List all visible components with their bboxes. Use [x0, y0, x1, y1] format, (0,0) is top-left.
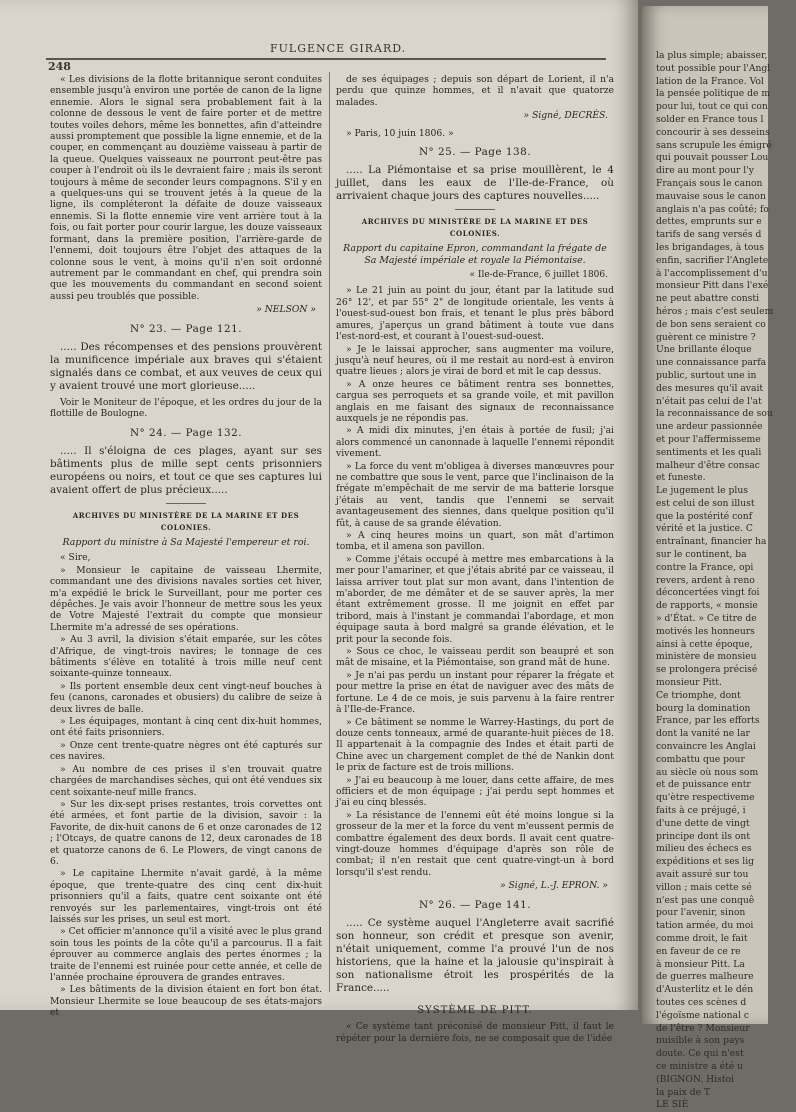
archive-heading: ARCHIVES DU MINISTÈRE DE LA MARINE ET DES COLONIES.	[361, 217, 589, 238]
paragraph: ..... Ce système auquel l'Angleterre avait sacrifié son honneur, son crédit et presque son avenir, n'était uniquement, comme l'a prouvé l'un de nos historiens, que la haine et la jalousie qu'inspirait à son nationalisme étroit les prospérités de la France.....	[336, 917, 614, 994]
divider	[455, 209, 495, 210]
next-page-line: concourir à ses desseins	[656, 126, 770, 138]
next-page-line: sur le continent, ba	[656, 549, 747, 561]
next-page-line: et funeste.	[656, 472, 706, 484]
paragraph: ..... Il s'éloigna de ces plages, ayant sur ses bâtiments plus de mille sept cents prisonniers européens ou noirs, et tout ce que ses captures lui avaient offert de plus précieux.....	[50, 445, 322, 497]
next-page-line: comme droit, le fait	[656, 932, 748, 944]
next-page-line: n'était pas celui de l'at	[656, 395, 762, 407]
next-page-line: milieu des échecs es	[656, 843, 752, 855]
next-page-line: qu'ètre respectiveme	[656, 792, 755, 804]
next-page-line: est celui de son illust	[656, 497, 755, 509]
paragraph: » Je le laissai approcher, sans augmenter ma voilure, jusqu'à neuf heures, où il me restait au nord-est à environ quatre lieues ; alors je virai de bord et mit le cap dessus.	[336, 343, 614, 378]
next-page-line: anglais n'a pas coûté; fo	[656, 203, 769, 215]
next-page-line: avait assuré sur tou	[656, 869, 749, 880]
next-page-line: tout possible pour l'Angl	[656, 62, 771, 74]
paragraph: » A onze heures ce bâtiment rentra ses bonnettes, cargua ses perroquets et sa grande voile, et mit pavillon anglais en me faisant des signaux de reconnaissance auxquels je ne répondis pas.	[336, 378, 614, 424]
next-page-line: guèrent ce ministre ?	[656, 331, 756, 343]
column-separator	[329, 72, 330, 992]
next-page-line: en faveur de ce re	[656, 945, 741, 957]
left-column	[50, 74, 322, 1019]
next-page-line: héros ; mais c'est seulem	[656, 305, 774, 317]
next-page-line: des mesures qu'il avait	[656, 382, 764, 394]
next-page-line: sentiments et les quali	[656, 446, 762, 458]
paragraph: » J'ai eu beaucoup à me louer, dans cette affaire, de mes officiers et de mon équipage ; j'ai perdu sept hommes et j'ai eu cinq blessés.	[336, 774, 614, 809]
divider	[166, 503, 206, 504]
next-page-line: » d'État. » Ce titre de	[656, 613, 757, 625]
signature: » Signé, L.-J. EPRON. »	[499, 880, 608, 892]
next-page-line: vérité et la justice. C	[656, 523, 753, 535]
next-page-line: France, par les efforts	[656, 715, 760, 727]
next-page-line: déconcertées vingt foi	[656, 587, 760, 599]
next-page-line: lation de la France. Vol	[656, 75, 764, 87]
paragraph: » Cet officier m'annonce qu'il a visité avec le plus grand soin tous les points de la côte qu'il a parcourus. Il a fait éprouver au commerce anglais des pertes énormes ; la traite de l'ennemi est ruinée pour cette année, et celle de l'année prochaine éprouvera de grandes entraves.	[50, 926, 322, 983]
next-page-line: Le jugement le plus	[656, 485, 748, 497]
next-page-line: solder en France tous l	[656, 113, 764, 125]
paragraph: » Comme j'étais occupé à mettre mes embarcations à la mer pour l'amariner, et que j'étais abrité par ce vaisseau, il laissa arriver tout plat sur mon avant, dans l'intention de m'aborder, de me démâter et de se sauver après, la mer étant extrêmement grosse. Il me joignit en effet par tribord, mais à l'instant je commandai l'abordage, et mon équipage sauta à bord malgré sa grande élévation, et le prit pour la seconde fois.	[336, 553, 614, 645]
report-title: Rapport du capitaine Epron, commandant la frégate de Sa Majesté impériale et royale la Piémontaise.	[343, 243, 607, 266]
paragraph: » Je n'ai pas perdu un instant pour réparer la frégate et pour mettre la prise en état de naviguer avec des mâts de fortune. Le 4 de ce mois, je suis parvenu à la faire rentrer à l'Ile-de-France.	[336, 669, 614, 716]
next-page-line: d'Austerlitz et le dén	[656, 984, 754, 996]
section-heading: N° 26. — Page 141.	[418, 898, 532, 911]
next-page-line: revers, ardent à reno	[656, 574, 755, 586]
next-page-line: l'égoïsme national c	[656, 1009, 749, 1021]
next-page-text	[656, 50, 796, 1112]
paragraph: « Les divisions de la flotte britannique seront conduites ensemble jusqu'à environ une portée de canon de la ligne ennemie. Alors le signal sera probablement fait à la colonne de dessous le vent de faire porter et de mettre toutes voiles dehors, même les bonnettes, afin d'atteindre aussi promptement que possible la ligne ennemie, et de la couper, en commençant au douzième vaisseau à partir de la queue. Quelques vaisseaux ne pourront peut-être pas couper à l'endroit où ils le devraient faire ; mais ils seront toujours à même de seconder leurs compagnons. S'il y en a quelques-uns qui se trouvent jetés à la queue de la ligne, ils compléteront la défaite de douze vaisseaux ennemis. Si la flotte ennemie vire vent arrière tout à la fois, ou fait porter pour courir largue, les douze vaisseaux formant, dans la première position, l'arrière-garde de l'ennemi, doit toujours être l'objet des attaques de la colonne sous le vent, à moins qu'il n'en soit ordonné autrement par le commandant en chef, qui prendra soin que les mouvements du commandant en second soient aussi peu troublés que possible.	[50, 74, 322, 302]
next-page-line: Français sous le canon	[656, 177, 763, 189]
next-page-line: villon ; mais cette sé	[656, 881, 752, 893]
next-page-line: ministère de monsieu	[656, 651, 757, 663]
next-page-line: malheur d'être consac	[656, 459, 760, 471]
paragraph: » La force du vent m'obligea à diverses manœuvres pour ne combattre que sous le vent, parce que l'inclinaison de la frégate m'empêchait de me servir de ma batterie lorsque j'étais au vent, tandis que l'ennemi se servait avantageusement des siennes, dans quelque position qu'il fût, à cause de sa grande élévation.	[336, 460, 614, 529]
next-page-line: doute. Ce qui n'est	[656, 1048, 744, 1060]
paragraph: » Au nombre de ces prises il s'en trouvait quatre chargées de marchandises sèches, qui ont été vendues six cent soixante-neuf mille francs.	[50, 763, 322, 798]
next-page-line: et de puissance entr	[656, 779, 751, 791]
next-page-line: Ce triomphe, dont	[656, 689, 741, 701]
paragraph: » Sous ce choc, le vaisseau perdit son beaupré et son mât de misaine, et la Piémontaise, son grand mât de hune.	[336, 646, 614, 669]
paragraph: » Monsieur le capitaine de vaisseau Lhermite, commandant une des divisions navales sorties cet hiver, m'a expédié le brick le Surveillant, pour me porter ces dépêches. Je vais avoir l'honneur de mettre sous les yeux de Votre Majesté l'extrait du compte que monsieur Lhermite m'a adressé de ses opérations.	[50, 564, 322, 633]
right-column	[336, 74, 615, 1044]
next-page-line: dettes, emprunts sur e	[656, 216, 762, 228]
next-page-line: de guerres malheure	[656, 971, 754, 983]
paragraph: » Ils portent ensemble deux cent vingt-neuf bouches à feu (canons, caronades et obusiers) du calibre de seize à deux livres de balle.	[50, 680, 322, 715]
next-page-line: de rapports, « monsie	[656, 600, 758, 612]
section-heading: N° 24. — Page 132.	[129, 426, 243, 439]
next-page-line: au siècle où nous som	[656, 766, 759, 778]
paragraph: » Les bâtiments de la division étaient en fort bon état. Monsieur Lhermite se loue beaucoup de ses états-majors et	[50, 984, 322, 1019]
archive-heading: ARCHIVES DU MINISTÈRE DE LA MARINE ET DES COLONIES.	[72, 511, 300, 532]
next-page-line: la paix de T	[656, 1086, 711, 1098]
next-page-line: une ardeur passionnée	[656, 421, 763, 433]
next-page-line: faits à ce préjugé, i	[656, 805, 746, 817]
next-page-line: se prolongera précisé	[656, 664, 758, 676]
next-page-line: ce ministre a été u	[656, 1060, 743, 1072]
next-page-line: combattu que pour	[656, 753, 745, 765]
paragraph: » La résistance de l'ennemi eût été moins longue si la grosseur de la mer et la force du vent m'eussent permis de combattre également des deux bords. Il avait cent quatre-vingt-douze hommes d'équipage d'après son rôle de combat; il n'en restait que cent quatre-vingt-un à bord lorsqu'il s'est rendu.	[336, 809, 614, 878]
paragraph: » Au 3 avril, la division s'était emparée, sur les côtes d'Afrique, de vingt-trois navires; le tonnage de ces bâtiments s'élève en totalité à trois mille neuf cent soixante-quinze tonneaux.	[50, 634, 322, 680]
next-page-line: ne peut abattre consti	[656, 293, 760, 305]
next-page-line: bourg la domination	[656, 702, 751, 714]
next-page-line: d'une dette de vingt	[656, 817, 750, 829]
paragraph: » Sur les dix-sept prises restantes, trois corvettes ont été armées, et font partie de la division, savoir : la Favorite, de dix-huit canons de 6 et onze caronades de 12 ; l'Otcays, de quatre canons de 12, deux caronades de 18 et quatorze canons de 6. Le Plowers, de vingt canons de 6.	[50, 798, 322, 867]
paragraph: « Ce système tant préconisé de monsieur Pitt, il faut le répéter pour la dernière fois, ne se composait que de l'idée	[336, 1021, 614, 1044]
next-page-line: enfin, sacrifier l'Anglete	[656, 254, 769, 266]
paragraph: » Le 21 juin au point du jour, étant par la latitude sud 26° 12', et par 55° 2" de longitude orientale, les vents à l'ouest-sud-ouest bon frais, et tenant le plus près bâbord amures, j'aperçus un grand bâtiment à toute vue dans l'est-nord-est, et courant à l'ouest-sud-ouest.	[336, 285, 614, 343]
next-page-line: à l'accomplissement d'u	[656, 267, 768, 279]
next-page-line: principe dont ils ont	[656, 830, 751, 842]
next-page-line: nuisible à son pays	[656, 1035, 745, 1047]
next-page-line: à monsieur Pitt. La	[656, 958, 745, 970]
next-page-line: une connaissance parfa	[656, 357, 767, 369]
next-page-line: sans scrupule les émigré	[656, 139, 772, 151]
paragraph: « Sire,	[60, 552, 91, 564]
signature: » NELSON »	[256, 304, 316, 316]
paragraph: » Les équipages, montant à cinq cent dix-huit hommes, ont été faits prisonniers.	[50, 716, 322, 739]
paragraph: » A midi dix minutes, j'en étais à portée de fusil; j'ai alors commencé un canonnade à laquelle l'ennemi répondit vivement.	[336, 425, 615, 460]
section-title: SYSTÈME DE PITT.	[417, 1005, 533, 1016]
next-page-line: pour lui, tout ce qui con	[656, 101, 768, 113]
next-page-line: n'est pas une conquê	[656, 894, 755, 906]
next-page-line: LE SIÈ	[656, 1099, 689, 1111]
next-page-line: la pensée politique de m	[656, 88, 771, 100]
next-page-line: public, surtout une in	[656, 369, 757, 381]
paragraph: de ses équipages ; depuis son départ de Lorient, il n'a perdu que quinze hommes, et il n'avait que quatorze malades.	[336, 74, 614, 108]
paragraph: » Ce bâtiment se nomme le Warrey-Hastings, du port de douze cents tonneaux, armé de quarante-huit pièces de 18. Il appartenait à la compagnie des Indes et était parti de Chine avec un chargement complet de thé de Nankin dont le prix de facture est de trois millions.	[336, 716, 614, 774]
next-page-line: dire au mont pour l'y	[656, 165, 754, 177]
next-page-line: mauvaise sous le canon	[656, 190, 766, 202]
signature: » Signé, DECRÈS.	[523, 110, 608, 122]
paragraph: Voir le Moniteur de l'époque, et les ordres du jour de la flottille de Boulogne.	[50, 396, 322, 420]
paragraph: » Onze cent trente-quatre nègres ont été capturés sur ces navires.	[50, 739, 322, 763]
section-heading: N° 25. — Page 138.	[418, 146, 532, 159]
dateline: » Paris, 10 juin 1806. »	[346, 127, 454, 139]
next-page-line: dont la vanité ne lar	[656, 728, 750, 740]
next-page-line: de bon sens seraient co	[656, 318, 766, 330]
next-page-line: la plus simple; abaisser,	[656, 50, 768, 61]
next-page-line: tarifs de sang versés d	[656, 229, 762, 241]
page-number: 248	[48, 60, 71, 73]
paragraph: » Le capitaine Lhermite n'avait gardé, à la même époque, que trente-quatre des cinq cent dix-huit prisonniers qu'il a faits, quatre cent soixante ont été renvoyés sur les parlementaires, vingt-trois ont été laissés sur les prises, un seul est mort.	[50, 868, 322, 925]
next-page-line: les brigandages, à tous	[656, 241, 764, 253]
running-title: FULGENCE GIRARD.	[270, 42, 407, 55]
section-heading: N° 23. — Page 121.	[129, 322, 243, 335]
next-page-line: motivés les honneurs	[656, 625, 755, 637]
next-page-line: et pour l'affermisseme	[656, 433, 761, 445]
paragraph: ..... La Piémontaise et sa prise mouillèrent, le 4 juillet, dans les eaux de l'Ile-de-France, où arrivaient chaque jours des captures nouvelles.....	[336, 164, 614, 203]
header-rule	[46, 58, 606, 60]
next-page-line: de l'être ? Monsieur	[656, 1022, 750, 1034]
paragraph: » A cinq heures moins un quart, son mât d'artimon tomba, et il amena son pavillon.	[336, 530, 614, 553]
dateline: « Ile-de-France, 6 juillet 1806.	[469, 270, 608, 281]
next-page-line: tation armée, du moi	[656, 920, 754, 932]
next-page-line: qui pouvait pousser Lou	[656, 152, 769, 164]
next-page-line: Une brillante éloque	[656, 344, 752, 356]
next-page-line: entraînant, financier ha	[656, 536, 767, 548]
next-page-line: monsieur Pitt dans l'exé	[656, 280, 769, 292]
next-page-line: pour l'avenir, sinon	[656, 907, 746, 919]
next-page-line: contre la France, opi	[656, 561, 754, 573]
next-page-line: ainsi à cette époque,	[656, 638, 753, 650]
paragraph: ..... Des récompenses et des pensions prouvèrent la munificence impériale aux braves qui s'étaient signalés dans ce combat, et aux veuves de ceux qui y avaient trouvé une mort glorieuse.....	[50, 340, 322, 392]
next-page-line: expéditions et ses lig	[656, 856, 755, 868]
report-title: Rapport du ministre à Sa Majesté l'empereur et roi.	[62, 536, 310, 548]
next-page-line: (BIGNON. Histoi	[656, 1073, 734, 1085]
next-page-line: la reconnaissance de sou	[656, 408, 773, 420]
next-page-line: monsieur Pitt.	[656, 677, 722, 689]
next-page-line: convaincre les Anglai	[656, 741, 756, 753]
next-page-line: toutes ces scènes d	[656, 996, 747, 1008]
right-page-edge	[642, 6, 774, 1111]
next-page-line: que la postérité conf	[656, 510, 753, 522]
